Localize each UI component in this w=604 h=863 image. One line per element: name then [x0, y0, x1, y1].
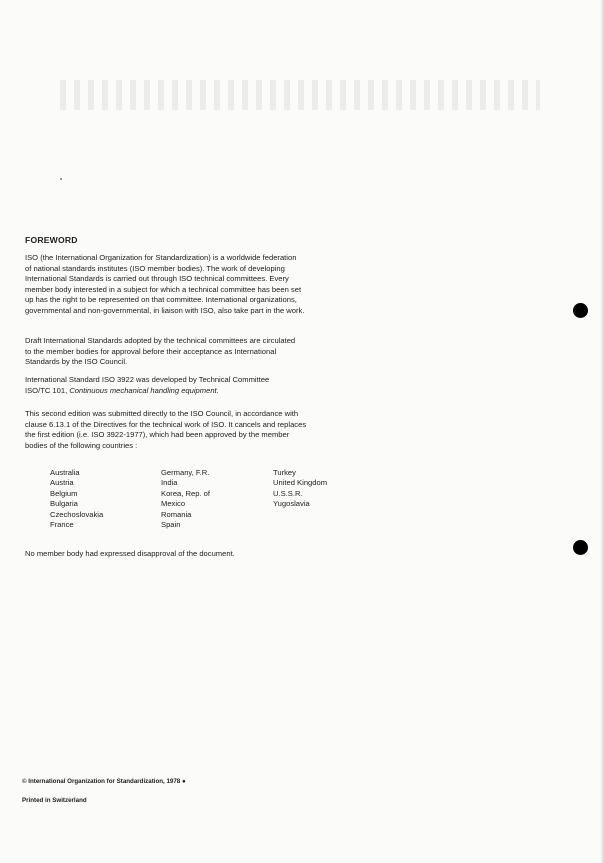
text-line: Draft International Standards adopted by the technical committees are circulated	[25, 336, 296, 345]
country-item: Romania	[161, 509, 192, 519]
committee-ref: ISO/TC 101,	[25, 385, 70, 395]
country-item: Spain	[161, 520, 181, 530]
text-line: member body interested in a subject for which a technical committee has been set	[25, 284, 302, 294]
text-line: Standards by the ISO Council.	[25, 357, 128, 367]
foreword-heading: FOREWORD	[25, 235, 78, 245]
text-line: to the member bodies for approval before their acceptance as International	[25, 346, 277, 356]
text-line: bodies of the following countries :	[25, 440, 138, 450]
text-line	[25, 386, 375, 397]
country-item: Belgium	[50, 488, 78, 498]
countries-column-2	[161, 468, 210, 530]
text-line: No member body had expressed disapproval of the document.	[25, 549, 235, 558]
foreword-paragraph-iso	[25, 253, 375, 317]
foreword-paragraph-edition	[25, 409, 375, 451]
country-item: India	[161, 478, 178, 488]
text-line: up has the right to be represented on that committee. International organizations,	[25, 295, 297, 305]
copyright-notice: © International Organization for Standardization, 1978 ●	[22, 778, 186, 785]
country-item: Czechoslovakia	[50, 509, 104, 519]
foreword-paragraph-standard	[25, 375, 375, 396]
text-line: the first edition (i.e. ISO 3922-1977), which had been approved by the member	[25, 430, 290, 440]
country-item: Bulgaria	[50, 499, 78, 509]
text-line: This second edition was submitted directly to the ISO Council, in accordance with	[25, 409, 299, 418]
text-line: clause 6.13.1 of the Directives for the technical work of ISO. It cancels and replaces	[25, 419, 307, 429]
foreword-paragraph-disapproval	[25, 549, 375, 560]
country-item: Korea, Rep. of	[161, 488, 210, 498]
committee-title: Continuous mechanical handling equipment.	[69, 385, 219, 395]
foreword-paragraph-drafts	[25, 336, 375, 368]
countries-column-1	[50, 468, 103, 530]
country-item: France	[50, 520, 74, 530]
punch-hole-icon	[573, 540, 588, 555]
text-line: ISO (the International Organization for Standardization) is a worldwide federation	[25, 253, 297, 262]
text-line: International Standard ISO 3922 was developed by Technical Committee	[25, 375, 270, 384]
country-item: Australia	[50, 468, 80, 477]
show-through-artifact	[60, 80, 540, 110]
text-line: of national standards institutes (ISO member bodies). The work of developing	[25, 263, 285, 273]
country-item: Mexico	[161, 499, 186, 509]
text-line: International Standards is carried out through ISO technical committees. Every	[25, 274, 289, 284]
countries-column-3	[273, 468, 327, 510]
page-edge-shadow	[600, 0, 604, 863]
country-item: Germany, F.R.	[161, 468, 210, 477]
printed-in-notice: Printed in Switzerland	[22, 797, 87, 804]
country-item: United Kingdom	[273, 478, 328, 488]
scan-speck	[60, 178, 62, 180]
punch-hole-icon	[573, 303, 588, 318]
text-line: governmental and non-governmental, in liaison with ISO, also take part in the work.	[25, 305, 305, 315]
country-item: Yugoslavia	[273, 499, 310, 509]
country-item: Austria	[50, 478, 74, 488]
country-item: Turkey	[273, 468, 296, 477]
country-item: U.S.S.R.	[273, 488, 303, 498]
